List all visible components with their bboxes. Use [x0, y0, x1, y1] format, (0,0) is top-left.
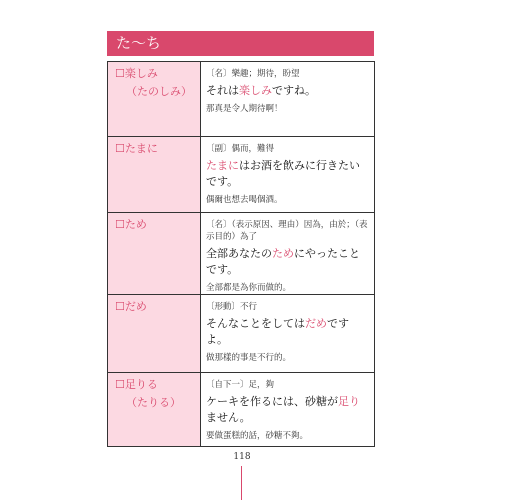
- section-header: [107, 31, 374, 56]
- example-suffix: ません。: [206, 411, 251, 424]
- entry-part-of-speech: 〔名〕樂趣；期待，盼望: [206, 69, 300, 79]
- entry-row-dame: [108, 295, 375, 373]
- word-cell: [108, 213, 201, 295]
- detail-cell: [201, 213, 375, 295]
- word-cell: [108, 137, 201, 213]
- entry-word: ☐たまに: [115, 142, 158, 155]
- entry-part-of-speech: 〔名〕（表示原因、理由）因為，由於；（表示目的）為了: [206, 220, 368, 242]
- page-number: 118: [233, 452, 251, 462]
- entry-example: [206, 316, 370, 348]
- entry-part-of-speech: 〔自下一〕足，夠: [206, 380, 275, 390]
- detail-cell: [201, 137, 375, 213]
- detail-cell: [201, 295, 375, 373]
- example-highlight: ため: [272, 247, 294, 260]
- word-cell: [108, 62, 201, 137]
- entry-word: ☐楽しみ: [115, 67, 158, 80]
- entry-row-tame: [108, 213, 375, 295]
- detail-cell: [201, 62, 375, 137]
- example-highlight: だめ: [305, 317, 327, 330]
- example-prefix: ケーキを作るには、砂糖が: [206, 395, 338, 408]
- entry-translation: 做那樣的事是不行的。: [206, 353, 292, 363]
- entry-part-of-speech: 〔形動〕不行: [206, 302, 258, 312]
- detail-cell: [201, 373, 375, 447]
- entry-translation: 偶爾也想去喝個酒。: [206, 195, 283, 205]
- example-highlight: たまに: [206, 159, 239, 172]
- entry-row-tariru: [108, 373, 375, 447]
- example-suffix: にやったことです。: [206, 247, 360, 276]
- example-prefix: そんなことをしては: [206, 317, 305, 330]
- word-cell: [108, 295, 201, 373]
- entry-row-tanoshimi: [108, 62, 375, 137]
- example-prefix: 全部あなたの: [206, 247, 272, 260]
- example-suffix: はお酒を飲みに行きたいです。: [206, 159, 360, 188]
- page-divider-line: [241, 466, 242, 500]
- entry-example: [206, 246, 370, 278]
- entry-reading: （たりる）: [126, 396, 181, 409]
- entry-word: ☐ため: [115, 218, 147, 231]
- entry-example: [206, 394, 370, 426]
- word-cell: [108, 373, 201, 447]
- example-suffix: ですね。: [272, 84, 316, 97]
- entry-translation: 那真是令人期待啊！: [206, 104, 283, 114]
- entry-word: ☐だめ: [115, 300, 147, 313]
- entry-translation: 全部都是為你而做的。: [206, 283, 292, 293]
- example-prefix: それは: [206, 84, 239, 97]
- entry-example: [206, 83, 370, 99]
- example-highlight: 足り: [338, 395, 360, 408]
- example-suffix: ですよ。: [206, 317, 349, 346]
- entry-part-of-speech: 〔副〕偶而，難得: [206, 144, 275, 154]
- entry-example: [206, 158, 370, 190]
- vocabulary-table: [107, 61, 375, 447]
- section-title: た〜ち: [116, 34, 162, 52]
- entry-reading: （たのしみ）: [126, 85, 192, 98]
- entry-row-tamani: [108, 137, 375, 213]
- entry-word: ☐足りる: [115, 378, 158, 391]
- example-highlight: 楽しみ: [239, 84, 272, 97]
- entry-translation: 要做蛋糕的話，砂糖不夠。: [206, 431, 309, 441]
